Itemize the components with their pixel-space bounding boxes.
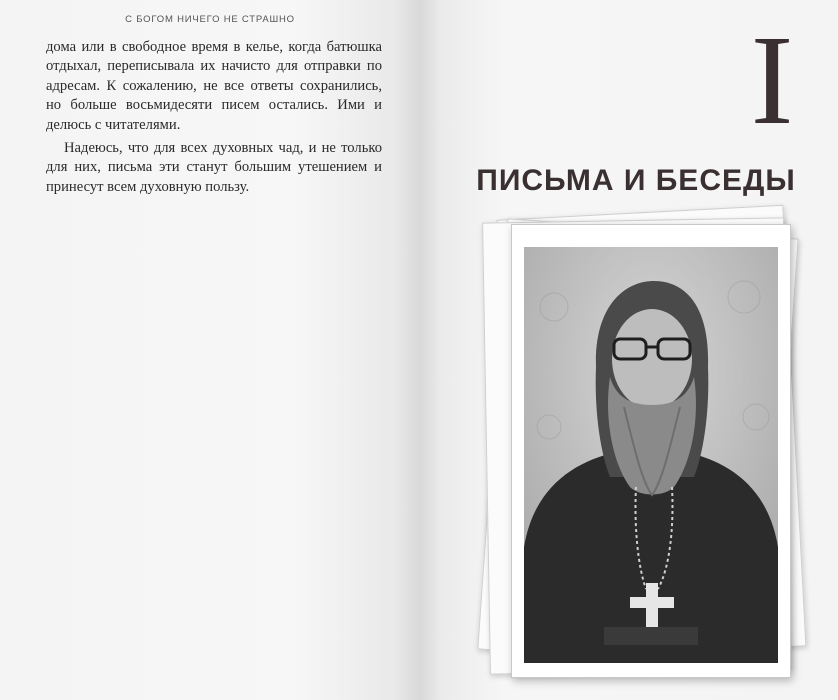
body-text bbox=[46, 38, 382, 197]
photo-stack bbox=[478, 206, 818, 676]
section-title: ПИСЬМА И БЕСЕДЫ bbox=[476, 164, 796, 197]
running-head: С БОГОМ НИЧЕГО НЕ СТРАШНО bbox=[125, 14, 295, 25]
paragraph: дома или в свободное время в келье, когда батюшка отдыхал, переписывала их начисто для отправки по адресам. К сожалению, не все ответы сохранились, но больше восьмидесяти писем остались. Ими и делюсь с читателями. bbox=[46, 39, 382, 133]
photo-frame bbox=[511, 224, 791, 678]
chapter-numeral: I bbox=[750, 9, 794, 151]
paragraph: Надеюсь, что для всех духовных чад, и не только для них, письма эти станут большим утешением и принесут всем духовную пользу. bbox=[46, 140, 382, 195]
portrait-photo-icon bbox=[524, 247, 778, 663]
